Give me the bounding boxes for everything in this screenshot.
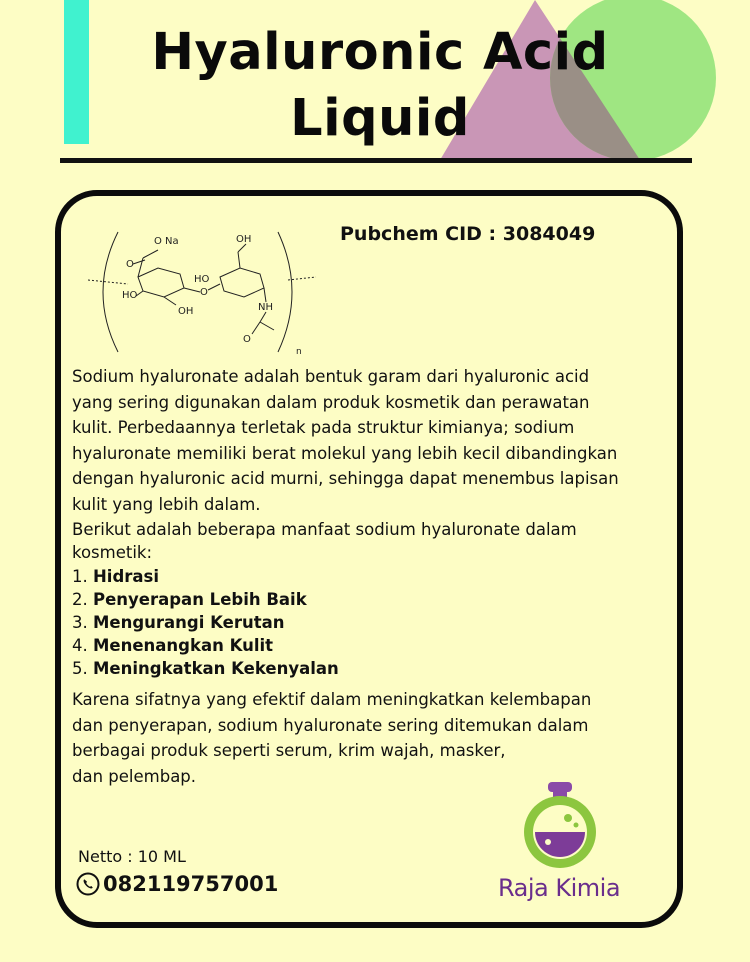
benefits-list [72, 565, 672, 680]
label-n: n [296, 347, 302, 357]
label-o-na: O Na [154, 236, 179, 247]
label-bridge-o: O [200, 287, 208, 298]
label-ho-mid: HO [194, 274, 210, 285]
paragraph-line: hyaluronate memiliki berat molekul yang lebih kecil dibandingkan [72, 443, 618, 463]
list-item: 2. Penyerapan Lebih Baik [72, 590, 307, 609]
label-o-left: O [126, 259, 134, 270]
page-title [60, 20, 700, 152]
description-paragraph [72, 364, 687, 517]
whatsapp-phone-icon [76, 872, 100, 896]
brand-name: Raja Kimia [498, 874, 621, 902]
list-item: 5. Meningkatkan Kekenyalan [72, 659, 339, 678]
phone-contact[interactable] [76, 872, 278, 896]
flask-logo-icon [518, 780, 606, 872]
title-divider [60, 158, 692, 163]
list-item: 1. Hidrasi [72, 567, 160, 586]
paragraph-line: dan penyerapan, sodium hyaluronate sering ditemukan dalam [72, 715, 589, 735]
netto-volume: Netto : 10 ML [78, 847, 186, 866]
paragraph-line: kulit. Perbedaannya terletak pada struktur kimianya; sodium [72, 418, 575, 437]
paragraph-line: dengan hyaluronic acid murni, sehingga dapat menembus lapisan [72, 469, 619, 488]
label-o-amide: O [243, 334, 251, 345]
paragraph-line: Karena sifatnya yang efektif dalam meningkatkan kelembapan [72, 690, 592, 709]
intro-line: kosmetik: [72, 543, 153, 562]
benefits-intro [72, 518, 672, 564]
label-nh: NH [258, 302, 273, 313]
label-oh-bottom: OH [178, 306, 194, 317]
title-line-2: Liquid [290, 89, 470, 148]
pubchem-cid: Pubchem CID : 3084049 [340, 223, 596, 245]
intro-line: Berikut adalah beberapa manfaat sodium hyaluronate dalam [72, 520, 577, 539]
title-line-1: Hyaluronic Acid [151, 23, 609, 82]
label-ho-left: HO [122, 290, 138, 301]
paragraph-line: kulit yang lebih dalam. [72, 494, 261, 514]
list-item: 4. Menenangkan Kulit [72, 636, 274, 655]
label-oh-top: OH [236, 234, 252, 245]
phone-number: 082119757001 [103, 872, 279, 896]
list-item: 3. Mengurangi Kerutan [72, 613, 285, 632]
paragraph-line: dan pelembap. [72, 766, 197, 786]
paragraph-line: berbagai produk seperti serum, krim wajah, masker, [72, 741, 506, 760]
hyaluronate-structure-diagram [88, 222, 318, 362]
closing-paragraph [72, 687, 687, 789]
paragraph-line: Sodium hyaluronate adalah bentuk garam dari hyaluronic acid [72, 367, 590, 386]
paragraph-line: yang sering digunakan dalam produk kosmetik dan perawatan [72, 392, 590, 412]
